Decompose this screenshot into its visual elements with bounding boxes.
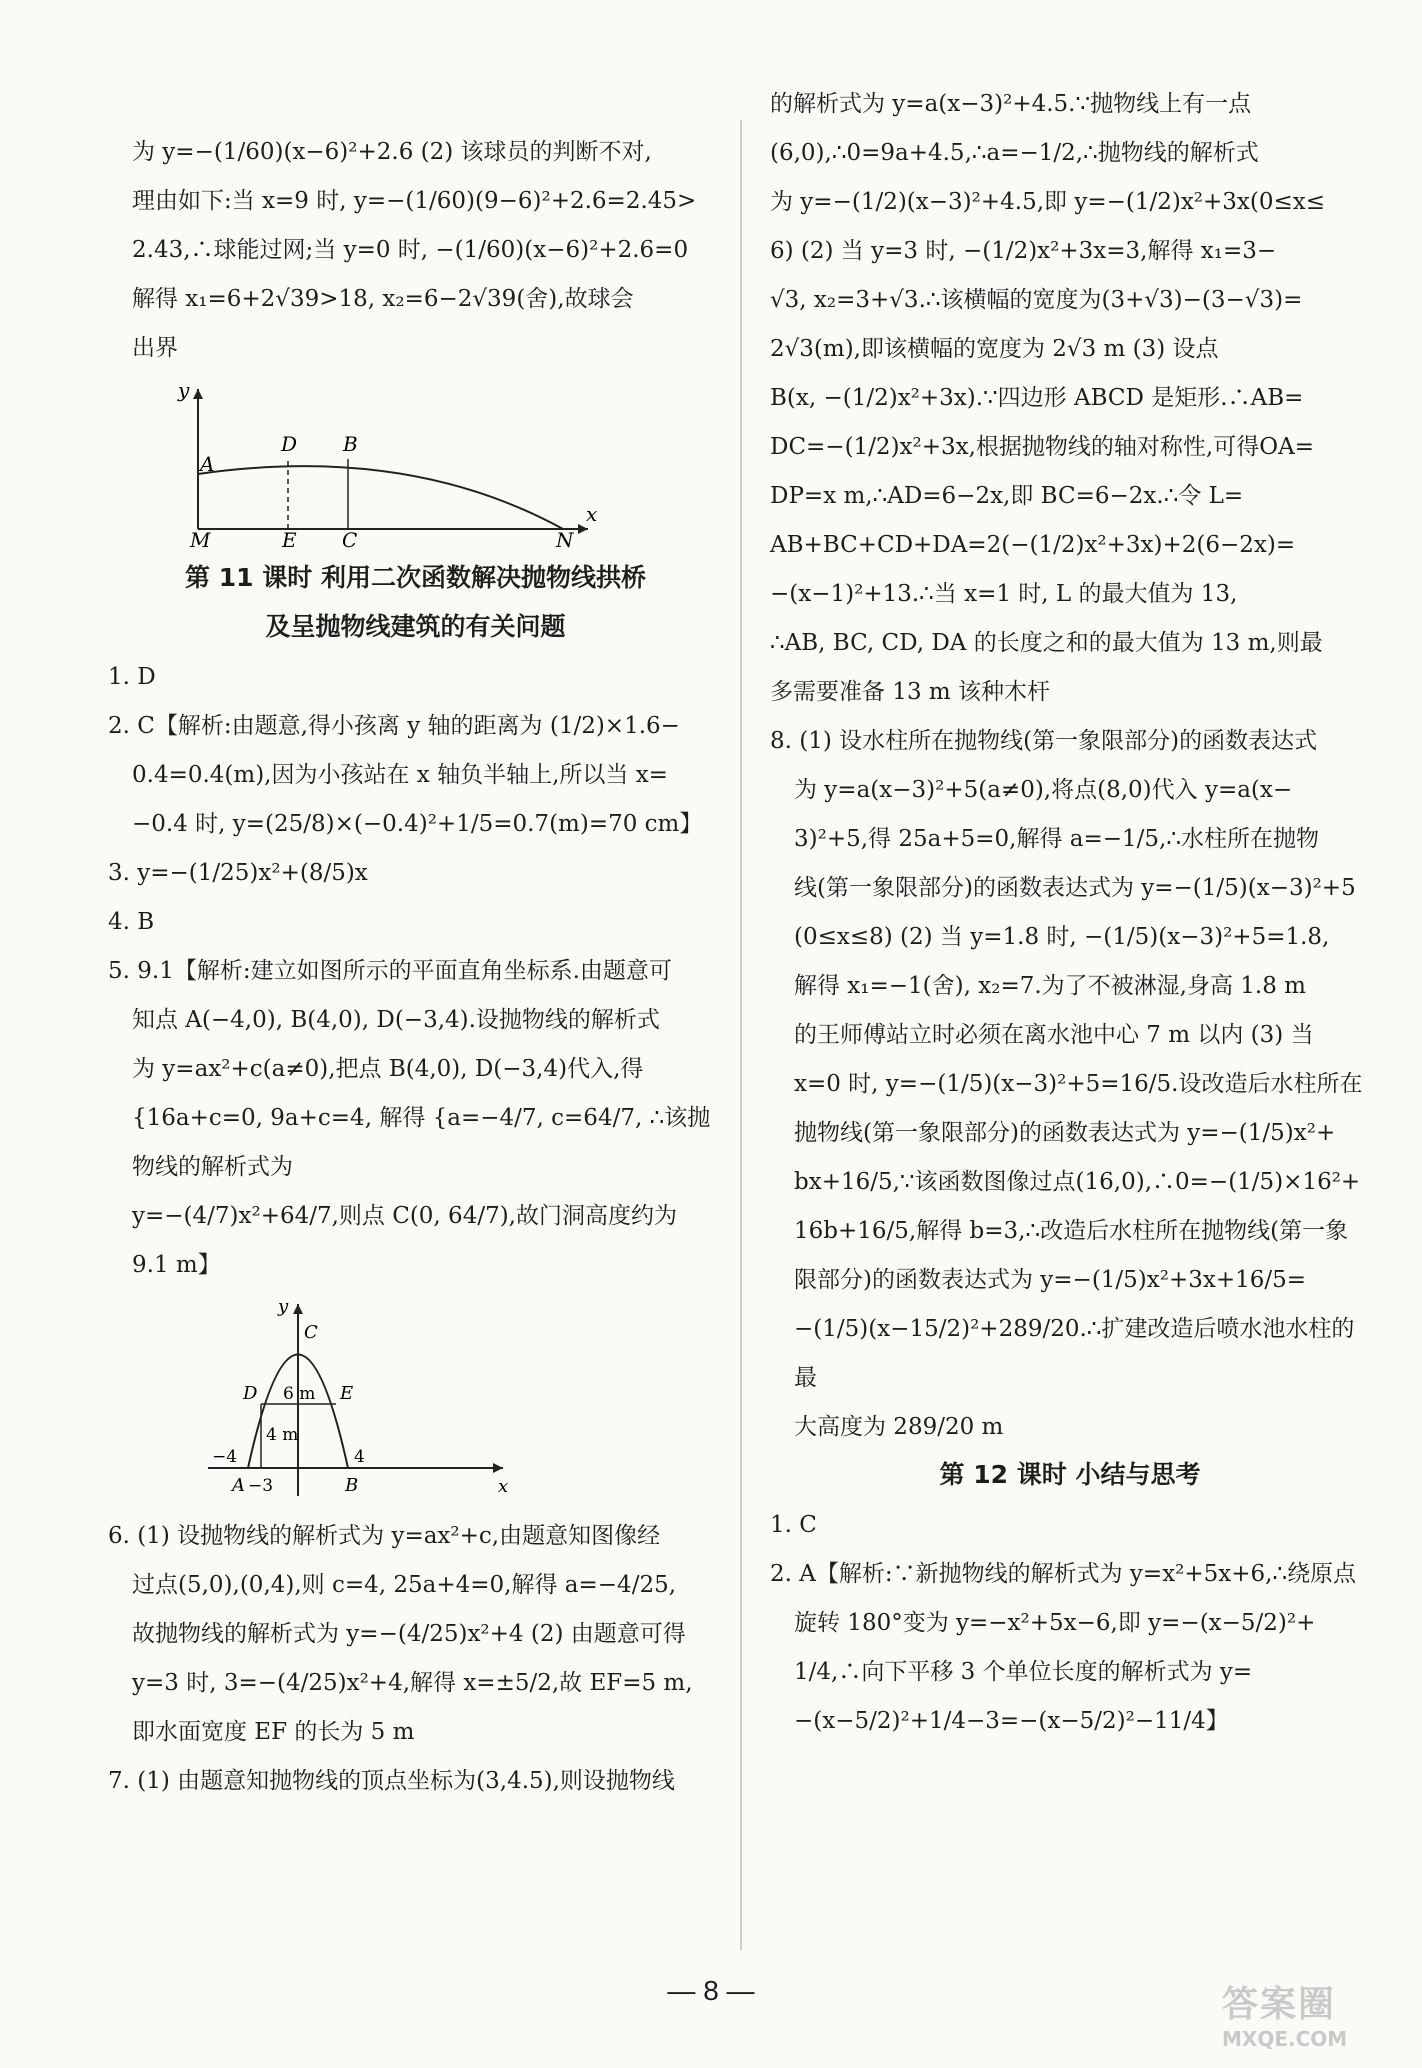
answer-8-line: 16b+16/5,解得 b=3,∴改造后水柱所在抛物线(第一象 xyxy=(794,1218,1349,1244)
answer-8-line: 8. (1) 设水柱所在抛物线(第一象限部分)的函数表达式 xyxy=(770,728,1318,754)
axis-label-y: y xyxy=(278,1296,289,1317)
answer-8-line: 3)²+5,得 25a+5=0,解得 a=−1/5,∴水柱所在抛物 xyxy=(794,826,1319,852)
column-divider xyxy=(740,120,742,1950)
answer-1: 1. D xyxy=(108,664,156,690)
answer-5-line: 为 y=ax²+c(a≠0),把点 B(4,0), D(−3,4)代入,得 xyxy=(132,1056,644,1082)
text-line: 出界 xyxy=(132,335,178,361)
answer-7-line: ∴AB, BC, CD, DA 的长度之和的最大值为 13 m,则最 xyxy=(770,630,1323,656)
answer-7-line: 多需要准备 13 m 该种木杆 xyxy=(770,679,1051,705)
answer-7-line: AB+BC+CD+DA=2(−(1/2)x²+3x)+2(6−2x)= xyxy=(770,532,1296,558)
point-label-c: C xyxy=(342,528,358,549)
answer-6-line: 过点(5,0),(0,4),则 c=4, 25a+4=0,解得 a=−4/25, xyxy=(132,1572,677,1598)
section-12-title: 第 12 课时 小结与思考 xyxy=(939,1460,1201,1489)
answer-2-line: 2. C【解析:由题意,得小孩离 y 轴的距离为 (1/2)×1.6− xyxy=(108,713,680,739)
answer-6-line: y=3 时, 3=−(4/25)x²+4,解得 x=±5/2,故 EF=5 m, xyxy=(132,1670,693,1696)
answer-2-line: 0.4=0.4(m),因为小孩站在 x 轴负半轴上,所以当 x= xyxy=(132,762,668,788)
right-column xyxy=(770,80,1370,1746)
point-label-e: E xyxy=(340,1383,354,1404)
answer-2-line: −0.4 时, y=(25/8)×(−0.4)²+1/5=0.7(m)=70 cm】 xyxy=(132,811,703,837)
answer-8-line: 的王师傅站立时必须在离水池中心 7 m 以内 (3) 当 xyxy=(794,1022,1314,1048)
text-line: 解得 x₁=6+2√39>18, x₂=6−2√39(舍),故球会 xyxy=(132,286,634,312)
s12-answer-2-line: 2. A【解析:∵新抛物线的解析式为 y=x²+5x+6,∴绕原点 xyxy=(770,1561,1357,1587)
answer-8-line: x=0 时, y=−(1/5)(x−3)²+5=16/5.设改造后水柱所在 xyxy=(794,1071,1363,1097)
answer-7-line: 为 y=−(1/2)(x−3)²+4.5,即 y=−(1/2)x²+3x(0≤x≤ xyxy=(770,189,1326,215)
answer-8-line: 限部分)的函数表达式为 y=−(1/5)x²+3x+16/5= xyxy=(794,1267,1307,1293)
tick-label: −3 xyxy=(248,1476,274,1496)
answer-8-line: 解得 x₁=−1(舍), x₂=7.为了不被淋湿,身高 1.8 m xyxy=(794,973,1306,999)
answer-7-line: √3, x₂=3+√3.∴该横幅的宽度为(3+√3)−(3−√3)= xyxy=(770,287,1303,313)
answer-6-line: 6. (1) 设抛物线的解析式为 y=ax²+c,由题意知图像经 xyxy=(108,1523,661,1549)
axis-label-y: y xyxy=(178,379,190,402)
answer-8-line: bx+16/5,∵该函数图像过点(16,0),∴0=−(1/5)×16²+ xyxy=(794,1169,1361,1195)
site-watermark xyxy=(1222,1976,1392,2051)
answer-7-start: 7. (1) 由题意知抛物线的顶点坐标为(3,4.5),则设抛物线 xyxy=(108,1768,675,1794)
point-label-e: E xyxy=(282,528,297,549)
s12-answer-2-line: 旋转 180°变为 y=−x²+5x−6,即 y=−(x−5/2)²+ xyxy=(794,1610,1316,1636)
answer-5-line: 5. 9.1【解析:建立如图所示的平面直角坐标系.由题意可 xyxy=(108,958,672,984)
point-label-b: B xyxy=(345,1475,359,1496)
section-11-subtitle: 及呈抛物线建筑的有关问题 xyxy=(265,612,566,641)
answer-5-line: y=−(4/7)x²+64/7,则点 C(0, 64/7),故门洞高度约为 xyxy=(132,1203,677,1229)
point-label-a: A xyxy=(232,1475,245,1496)
tick-label: 4 xyxy=(354,1447,365,1467)
ball-trajectory-figure xyxy=(108,379,708,549)
answer-8-line: (0≤x≤8) (2) 当 y=1.8 时, −(1/5)(x−3)²+5=1.8, xyxy=(794,924,1330,950)
height-label: 4 m xyxy=(266,1425,299,1445)
answer-4: 4. B xyxy=(108,909,155,935)
point-label-m: M xyxy=(190,528,211,549)
text-line: 2.43,∴球能过网;当 y=0 时, −(1/60)(x−6)²+2.6=0 xyxy=(132,237,689,263)
answer-3: 3. y=−(1/25)x²+(8/5)x xyxy=(108,860,368,886)
text-line: 理由如下:当 x=9 时, y=−(1/60)(9−6)²+2.6=2.45> xyxy=(132,188,697,214)
answer-5-line: {16a+c=0, 9a+c=4, 解得 {a=−4/7, c=64/7, ∴该抛物线的解析式为 xyxy=(132,1105,711,1180)
point-label-d: D xyxy=(243,1383,258,1404)
answer-7-line: 6) (2) 当 y=3 时, −(1/2)x²+3x=3,解得 x₁=3− xyxy=(770,238,1277,264)
tick-label: −4 xyxy=(212,1447,238,1467)
watermark-text: 答案圈 xyxy=(1222,1984,1337,2025)
answer-8-line: 大高度为 289/20 m xyxy=(794,1414,1004,1440)
answer-8-line: 抛物线(第一象限部分)的函数表达式为 y=−(1/5)x²+ xyxy=(794,1120,1336,1146)
s12-answer-2-line: −(x−5/2)²+1/4−3=−(x−5/2)²−11/4】 xyxy=(794,1708,1229,1734)
arch-door-figure xyxy=(108,1296,708,1506)
width-label: 6 m xyxy=(283,1384,316,1404)
point-label-c: C xyxy=(304,1322,318,1343)
s12-answer-2-line: 1/4,∴向下平移 3 个单位长度的解析式为 y= xyxy=(794,1659,1253,1685)
answer-5-line: 9.1 m】 xyxy=(132,1252,221,1278)
answer-5-line: 知点 A(−4,0), B(4,0), D(−3,4).设抛物线的解析式 xyxy=(132,1007,660,1033)
answer-7-line: (6,0),∴0=9a+4.5,∴a=−1/2,∴抛物线的解析式 xyxy=(770,140,1259,166)
answer-6-line: 即水面宽度 EF 的长为 5 m xyxy=(132,1719,415,1745)
answer-6-line: 故抛物线的解析式为 y=−(4/25)x²+4 (2) 由题意可得 xyxy=(132,1621,686,1647)
text-line: 为 y=−(1/60)(x−6)²+2.6 (2) 该球员的判断不对, xyxy=(132,139,652,165)
point-label-d: D xyxy=(281,432,298,456)
point-label-n: N xyxy=(556,528,574,549)
page-number: — 8 — xyxy=(667,1975,755,2006)
section-11-title: 第 11 课时 利用二次函数解决抛物线拱桥 xyxy=(185,563,646,592)
s12-answer-1: 1. C xyxy=(770,1512,817,1538)
answer-7-line: 2√3(m),即该横幅的宽度为 2√3 m (3) 设点 xyxy=(770,336,1219,362)
answer-7-line: DP=x m,∴AD=6−2x,即 BC=6−2x.∴令 L= xyxy=(770,483,1244,509)
answer-7-line: 的解析式为 y=a(x−3)²+4.5.∵抛物线上有一点 xyxy=(770,91,1252,117)
point-label-a: A xyxy=(200,452,215,476)
answer-7-line: B(x, −(1/2)x²+3x).∵四边形 ABCD 是矩形.∴AB= xyxy=(770,385,1304,411)
answer-8-line: 线(第一象限部分)的函数表达式为 y=−(1/5)(x−3)²+5 xyxy=(794,875,1356,901)
watermark-domain: MXQE.COM xyxy=(1222,2027,1348,2051)
answer-8-line: −(1/5)(x−15/2)²+289/20.∴扩建改造后喷水池水柱的最 xyxy=(794,1316,1355,1391)
answer-8-line: 为 y=a(x−3)²+5(a≠0),将点(8,0)代入 y=a(x− xyxy=(794,777,1293,803)
left-column xyxy=(108,128,723,1806)
answer-7-line: DC=−(1/2)x²+3x,根据抛物线的轴对称性,可得OA= xyxy=(770,434,1314,460)
answer-7-line: −(x−1)²+13.∴当 x=1 时, L 的最大值为 13, xyxy=(770,581,1238,607)
axis-label-x: x xyxy=(586,502,598,526)
axis-label-x: x xyxy=(498,1476,509,1497)
point-label-b: B xyxy=(343,432,358,456)
